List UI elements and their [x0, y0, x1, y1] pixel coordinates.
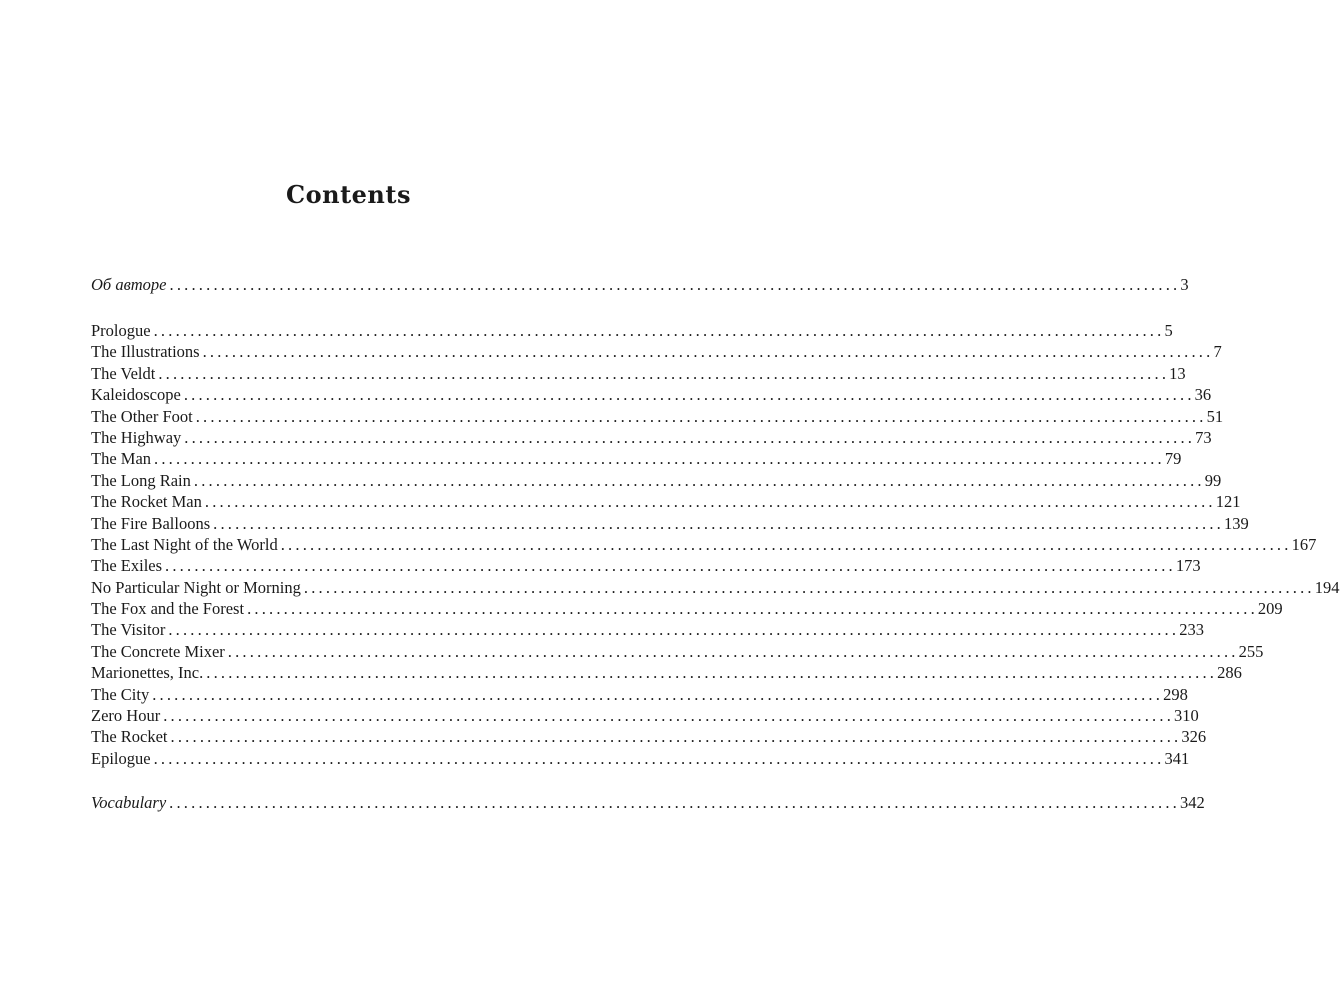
toc-entry-page-number: 13	[1169, 363, 1186, 383]
toc-entry-page-number: 121	[1215, 492, 1241, 512]
toc-entry[interactable]	[91, 555, 1201, 576]
toc-entry-title: The Man	[91, 449, 152, 469]
toc-entry-page-number: 209	[1257, 599, 1283, 619]
toc-entry-page-number: 194	[1314, 577, 1340, 597]
toc-entry[interactable]	[91, 619, 1204, 640]
dot-leader: ..........................................................................................................................................	[213, 513, 1225, 533]
dot-leader: ..........................................................................................................................................	[247, 599, 1258, 619]
toc-entry-page-number: 7	[1213, 342, 1222, 362]
toc-entry[interactable]	[91, 705, 1199, 726]
dot-leader: ..........................................................................................................................................	[152, 684, 1164, 704]
dot-leader: ..........................................................................................................................................	[206, 663, 1218, 683]
toc-entry[interactable]	[91, 534, 1317, 555]
toc-entry-page-number: 139	[1224, 513, 1249, 533]
toc-entry[interactable]	[91, 341, 1222, 362]
toc-entry-title: Zero Hour	[91, 706, 161, 726]
dot-leader: ..........................................................................................................................................	[227, 641, 1239, 661]
toc-entry[interactable]	[91, 684, 1188, 705]
toc-back-matter	[91, 792, 1205, 813]
dot-leader: ..........................................................................................................................................	[202, 342, 1214, 362]
toc-entry-page-number: 341	[1164, 748, 1190, 768]
toc-entry-page-number: 255	[1238, 641, 1264, 661]
toc-entry[interactable]	[91, 384, 1212, 405]
dot-leader: ..........................................................................................................................................	[195, 406, 1207, 426]
toc-entry[interactable]	[91, 662, 1242, 683]
toc-entry-page-number: 36	[1194, 385, 1212, 405]
toc-entry[interactable]	[91, 748, 1190, 769]
dot-leader: ..........................................................................................................................................	[153, 748, 1165, 768]
toc-entry-title: The Concrete Mixer	[91, 641, 225, 661]
dot-leader: ..........................................................................................................................................	[169, 275, 1181, 294]
toc-entry-page-number: 310	[1174, 706, 1199, 726]
toc-entry-title: The Visitor	[91, 620, 166, 640]
dot-leader: ..........................................................................................................................................	[165, 556, 1176, 576]
dot-leader: ..........................................................................................................................................	[168, 620, 1180, 640]
toc-entry-page-number: 326	[1181, 727, 1207, 747]
toc-entry-title: The Exiles	[91, 556, 163, 576]
toc-entry-page-number: 173	[1175, 556, 1201, 576]
toc-entry-title: The Long Rain	[91, 470, 191, 490]
toc-entry[interactable]	[91, 513, 1249, 534]
toc-entry-page-number: 286	[1217, 663, 1242, 683]
page-title: Contents	[286, 180, 411, 209]
dot-leader: ..........................................................................................................................................	[154, 449, 1165, 469]
dot-leader: ..........................................................................................................................................	[303, 577, 1315, 597]
toc-entry[interactable]	[91, 491, 1241, 512]
toc-entry[interactable]	[91, 598, 1283, 619]
toc-entry-page-number: 5	[1164, 321, 1173, 340]
toc-entry-title: The Veldt	[91, 363, 156, 383]
toc-front-matter	[91, 274, 1189, 295]
toc-entry-title: Marionettes, Inc.	[91, 663, 204, 683]
toc-entry-title: The Other Foot	[91, 406, 193, 426]
toc-entry-title: The Fox and the Forest	[91, 599, 245, 619]
toc-entry[interactable]	[91, 274, 1189, 295]
toc-entry-title: Об авторе	[91, 275, 167, 294]
toc-entry-page-number: 79	[1164, 449, 1182, 469]
toc-entry-title: The Rocket	[91, 727, 168, 747]
toc-entry-page-number: 233	[1179, 620, 1204, 640]
toc-entry-title: The Highway	[91, 427, 182, 447]
toc-entry-page-number: 99	[1204, 470, 1222, 490]
toc-entry-page-number: 342	[1180, 793, 1205, 812]
toc-entry[interactable]	[91, 726, 1207, 747]
toc-entry-page-number: 167	[1291, 534, 1317, 554]
dot-leader: ..........................................................................................................................................	[153, 321, 1165, 340]
toc-entry[interactable]	[91, 406, 1224, 427]
toc-entry-title: No Particular Night or Morning	[91, 577, 301, 597]
dot-leader: ..........................................................................................................................................	[158, 363, 1170, 383]
toc-entry[interactable]	[91, 470, 1222, 491]
toc-entry[interactable]	[91, 320, 1173, 341]
toc-entry[interactable]	[91, 641, 1264, 662]
toc-entry[interactable]	[91, 577, 1340, 598]
toc-entry-title: The Rocket Man	[91, 492, 202, 512]
toc-entry-title: The City	[91, 684, 150, 704]
toc-entry-page-number: 298	[1163, 684, 1188, 704]
toc-entry-title: Kaleidoscope	[91, 385, 181, 405]
dot-leader: ..........................................................................................................................................	[184, 427, 1196, 447]
dot-leader: ..........................................................................................................................................	[280, 534, 1292, 554]
toc-entry-title: Prologue	[91, 321, 151, 340]
dot-leader: ..........................................................................................................................................	[170, 727, 1182, 747]
dot-leader: ..........................................................................................................................................	[193, 470, 1205, 490]
dot-leader: ..........................................................................................................................................	[183, 385, 1195, 405]
toc-entry-title: The Illustrations	[91, 342, 200, 362]
dot-leader: ..........................................................................................................................................	[163, 706, 1175, 726]
toc-entry[interactable]	[91, 363, 1186, 384]
toc-entry-page-number: 51	[1206, 406, 1224, 426]
toc-entry-title: Epilogue	[91, 748, 151, 768]
dot-leader: ..........................................................................................................................................	[204, 492, 1216, 512]
toc-entry[interactable]	[91, 427, 1212, 448]
toc-entry-page-number: 73	[1195, 427, 1212, 447]
dot-leader: ..........................................................................................................................................	[169, 793, 1181, 812]
toc-chapters	[91, 320, 1340, 769]
toc-entry-title: Vocabulary	[91, 793, 167, 812]
toc-entry[interactable]	[91, 792, 1205, 813]
toc-entry-title: The Fire Balloons	[91, 513, 211, 533]
toc-entry-title: The Last Night of the World	[91, 534, 278, 554]
toc-entry[interactable]	[91, 448, 1182, 469]
toc-entry-page-number: 3	[1180, 275, 1189, 294]
